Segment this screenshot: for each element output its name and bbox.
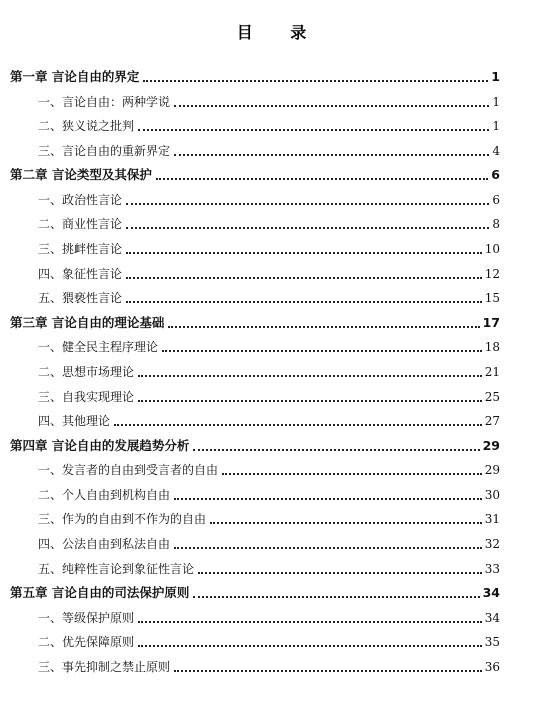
dot-leader	[222, 472, 482, 475]
toc-entry-page-number: 34	[482, 585, 500, 601]
dot-leader	[210, 521, 482, 524]
toc-entry-label: 三、挑衅性言论	[38, 242, 123, 257]
toc-section-entry	[0, 238, 543, 258]
toc-section-entry	[0, 213, 543, 233]
dot-leader	[162, 349, 482, 352]
toc-section-entry	[0, 287, 543, 307]
toc-entry-label: 第五章 言论自由的司法保护原则	[10, 585, 190, 601]
toc-entry-label: 五、猥亵性言论	[38, 291, 123, 306]
toc-section-entry	[0, 189, 543, 209]
dot-leader	[114, 423, 482, 426]
toc-entry-page-number: 25	[484, 389, 500, 404]
dot-leader	[193, 595, 479, 598]
dot-leader	[168, 325, 479, 328]
dot-leader	[156, 177, 488, 180]
toc-entry-page-number: 30	[484, 487, 500, 502]
toc-entry-page-number: 1	[492, 94, 500, 109]
toc-entry-page-number: 6	[492, 192, 500, 207]
toc-section-entry	[0, 386, 543, 406]
toc-entry-page-number: 8	[492, 217, 500, 232]
toc-entry-label: 二、商业性言论	[38, 217, 123, 232]
toc-section-entry	[0, 631, 543, 651]
toc-entry-label: 三、言论自由的重新界定	[38, 143, 171, 158]
toc-entry-label: 三、作为的自由到不作为的自由	[38, 512, 207, 527]
toc-entry-page-number: 4	[492, 143, 500, 158]
toc-section-entry	[0, 263, 543, 283]
toc-entry-page-number: 32	[484, 537, 500, 552]
toc-section-entry	[0, 656, 543, 676]
dot-leader	[174, 497, 482, 500]
dot-leader	[126, 202, 489, 205]
dot-leader	[138, 399, 482, 402]
toc-section-entry	[0, 484, 543, 504]
toc-entry-page-number: 35	[484, 635, 500, 650]
dot-leader	[138, 644, 482, 647]
toc-chapter-entry	[0, 582, 543, 602]
toc-section-entry	[0, 459, 543, 479]
toc-entry-label: 四、象征性言论	[38, 266, 123, 281]
dot-leader	[193, 448, 479, 451]
toc-section-entry	[0, 533, 543, 553]
toc-section-entry	[0, 508, 543, 528]
toc-section-entry	[0, 361, 543, 381]
dot-leader	[126, 300, 482, 303]
toc-entry-page-number: 33	[484, 561, 500, 576]
toc-section-entry	[0, 410, 543, 430]
toc-entry-page-number: 29	[482, 437, 500, 453]
toc-section-entry	[0, 607, 543, 627]
page-title: 目 录	[236, 23, 323, 42]
toc-entry-page-number: 17	[482, 314, 500, 330]
toc-section-entry	[0, 91, 543, 111]
dot-leader	[126, 251, 482, 254]
toc-entry-label: 一、等级保护原则	[38, 610, 135, 625]
toc-entry-page-number: 1	[491, 69, 500, 84]
toc-chapter-entry	[0, 435, 543, 455]
toc-entry-label: 第一章 言论自由的界定	[10, 69, 140, 84]
toc-entry-label: 三、自我实现理论	[38, 389, 135, 404]
toc-entry-label: 二、狭义说之批判	[38, 119, 135, 134]
dot-leader	[174, 104, 489, 107]
dot-leader	[143, 79, 488, 82]
toc-entry-label: 三、事先抑制之禁止原则	[38, 659, 171, 674]
dot-leader	[174, 669, 482, 672]
toc-entry-page-number: 21	[484, 364, 500, 379]
toc-entry-page-number: 27	[484, 414, 500, 429]
dot-leader	[174, 546, 482, 549]
toc-entry-label: 二、思想市场理论	[38, 364, 135, 379]
toc-section-entry	[0, 336, 543, 356]
toc-entry-page-number: 31	[484, 512, 500, 527]
toc-entry-page-number: 36	[484, 659, 500, 674]
toc-entry-page-number: 10	[484, 242, 500, 257]
toc-entry-page-number: 34	[484, 610, 500, 625]
dot-leader	[126, 226, 489, 229]
toc-entry-label: 一、言论自由：两种学说	[38, 94, 171, 109]
toc-entry-label: 四、其他理论	[38, 414, 111, 429]
toc-entry-page-number: 1	[492, 119, 500, 134]
toc-entry-label: 五、纯粹性言论到象征性言论	[38, 561, 195, 576]
dot-leader	[138, 620, 482, 623]
toc-entry-page-number: 15	[484, 291, 500, 306]
toc-chapter-entry	[0, 164, 543, 184]
toc-entry-label: 一、发言者的自由到受言者的自由	[38, 463, 219, 478]
toc-chapter-entry	[0, 66, 543, 86]
toc-entry-label: 二、优先保障原则	[38, 635, 135, 650]
toc-chapter-entry	[0, 312, 543, 332]
toc-entry-label: 第二章 言论类型及其保护	[10, 167, 152, 183]
toc-entry-label: 一、健全民主程序理论	[38, 340, 159, 355]
toc-entry-label: 第四章 言论自由的发展趋势分析	[10, 437, 190, 453]
toc-entry-label: 四、公法自由到私法自由	[38, 537, 171, 552]
toc-section-entry	[0, 115, 543, 135]
toc-section-entry	[0, 140, 543, 160]
toc-entry-page-number: 18	[484, 340, 500, 355]
toc-entry-label: 第三章 言论自由的理论基础	[10, 314, 165, 330]
dot-leader	[174, 153, 489, 156]
dot-leader	[126, 276, 482, 279]
toc-section-entry	[0, 558, 543, 578]
dot-leader	[138, 128, 489, 131]
toc-entry-label: 二、个人自由到机构自由	[38, 487, 171, 502]
dot-leader	[198, 571, 482, 574]
dot-leader	[138, 374, 482, 377]
toc-entry-page-number: 29	[484, 463, 500, 478]
toc-entry-page-number: 6	[491, 167, 500, 183]
toc-entry-label: 一、政治性言论	[38, 192, 123, 207]
toc-entry-page-number: 12	[484, 266, 500, 281]
